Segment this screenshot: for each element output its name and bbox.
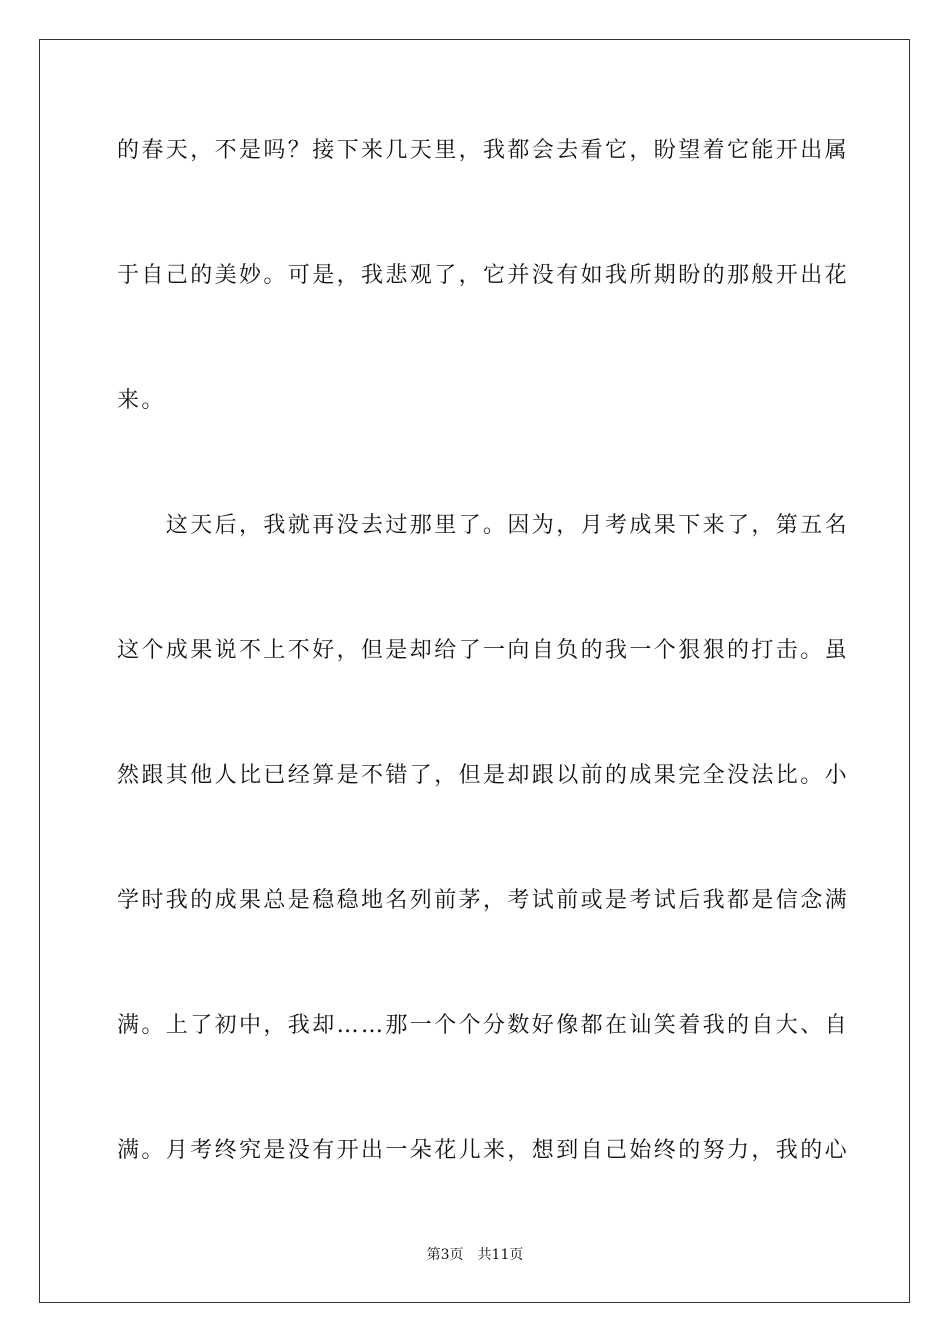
text-line-5: 这个成果说不上不好，但是却给了一向自负的我一个狠狠的打击。虽	[117, 638, 850, 663]
text-line-2: 于自己的美妙。可是，我悲观了，它并没有如我所期盼的那般开出花	[117, 263, 850, 288]
page-total: 共11页	[477, 1247, 524, 1263]
text-line-4: 这天后，我就再没去过那里了。因为，月考成果下来了，第五名	[117, 513, 850, 538]
page-border	[39, 39, 910, 1303]
text-line-8: 满。上了初中，我却……那一个个分数好像都在讪笑着我的自大、自	[117, 1013, 850, 1038]
text-line-9: 满。月考终究是没有开出一朵花儿来，想到自己始终的努力，我的心	[117, 1138, 850, 1163]
text-line-6: 然跟其他人比已经算是不错了，但是却跟以前的成果完全没法比。小	[117, 763, 850, 788]
text-line-3: 来。	[117, 388, 166, 413]
text-line-1: 的春天，不是吗？接下来几天里，我都会去看它，盼望着它能开出属	[117, 138, 850, 163]
text-line-7: 学时我的成果总是稳稳地名列前茅，考试前或是考试后我都是信念满	[117, 888, 850, 913]
page-number: 第3页	[426, 1247, 464, 1263]
page-footer	[0, 1245, 950, 1265]
